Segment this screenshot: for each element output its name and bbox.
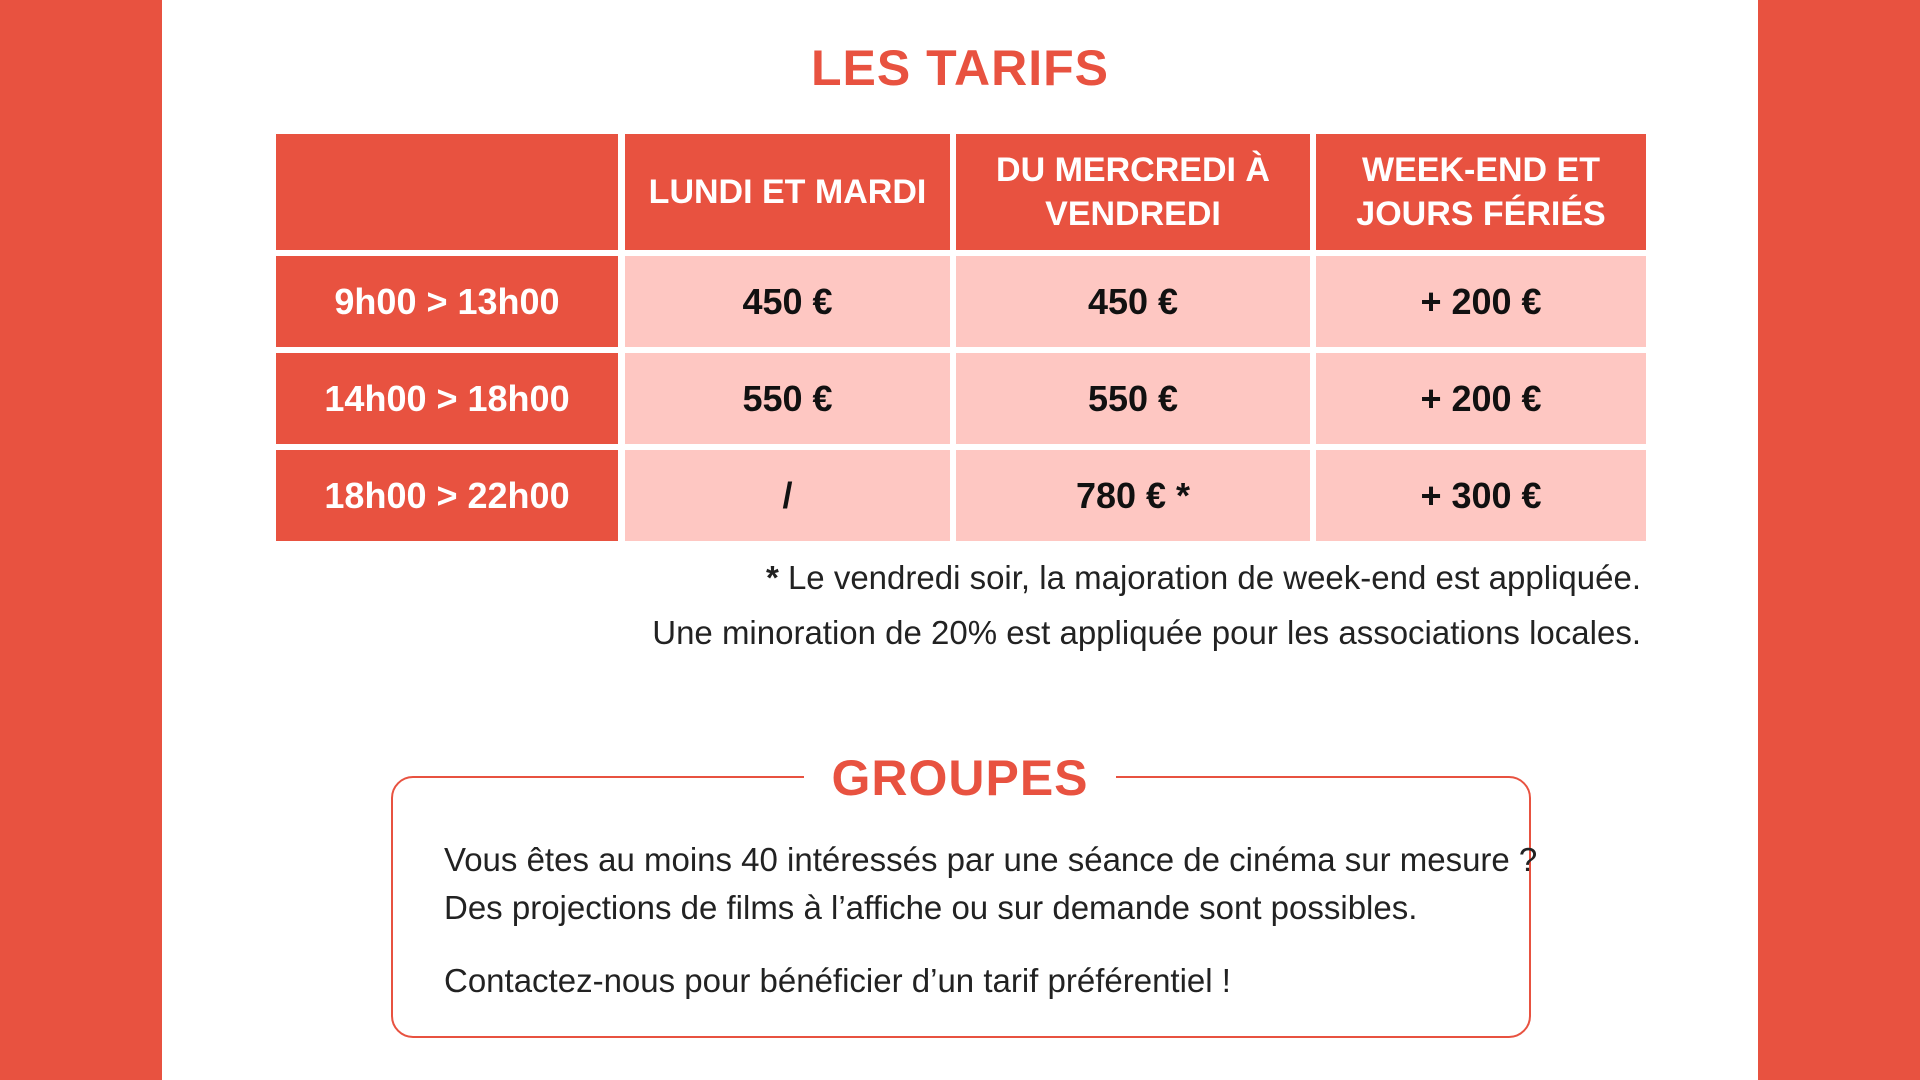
table-cell: 550 € xyxy=(625,353,950,444)
table-row-label: 14h00 > 18h00 xyxy=(276,353,618,444)
tarifs-title: LES TARIFS xyxy=(811,40,1109,96)
table-header-empty xyxy=(276,134,618,250)
table-cell: + 200 € xyxy=(1316,256,1646,347)
table-row-label: 18h00 > 22h00 xyxy=(276,450,618,541)
note-friday-text: Le vendredi soir, la majoration de week-end est appliquée. xyxy=(778,559,1641,596)
table-cell: 780 € * xyxy=(956,450,1310,541)
groupes-line-1: Vous êtes au moins 40 intéressés par une séance de cinéma sur mesure ? xyxy=(444,841,1538,878)
groupes-line-3: Contactez-nous pour bénéficier d’un tarif préférentiel ! xyxy=(444,962,1231,999)
table-cell: 550 € xyxy=(956,353,1310,444)
table-header-lundi-mardi: LUNDI ET MARDI xyxy=(625,134,950,250)
tarifs-note-discount: Une minoration de 20% est appliquée pour les associations locales. xyxy=(652,614,1641,651)
table-cell: 450 € xyxy=(625,256,950,347)
content-panel xyxy=(162,0,1758,1080)
table-row-label: 9h00 > 13h00 xyxy=(276,256,618,347)
table-cell: 450 € xyxy=(956,256,1310,347)
table-cell: + 300 € xyxy=(1316,450,1646,541)
table-header-weekend: WEEK-END ET JOURS FÉRIÉS xyxy=(1316,134,1646,250)
tarifs-note-friday xyxy=(766,558,1641,598)
table-cell: / xyxy=(625,450,950,541)
note-asterisk: * xyxy=(765,559,779,596)
groupes-title: GROUPES xyxy=(831,750,1089,806)
table-cell: + 200 € xyxy=(1316,353,1646,444)
groupes-line-2: Des projections de films à l’affiche ou sur demande sont possibles. xyxy=(444,889,1418,926)
table-header-mercredi-vendredi: DU MERCREDI À VENDREDI xyxy=(956,134,1310,250)
